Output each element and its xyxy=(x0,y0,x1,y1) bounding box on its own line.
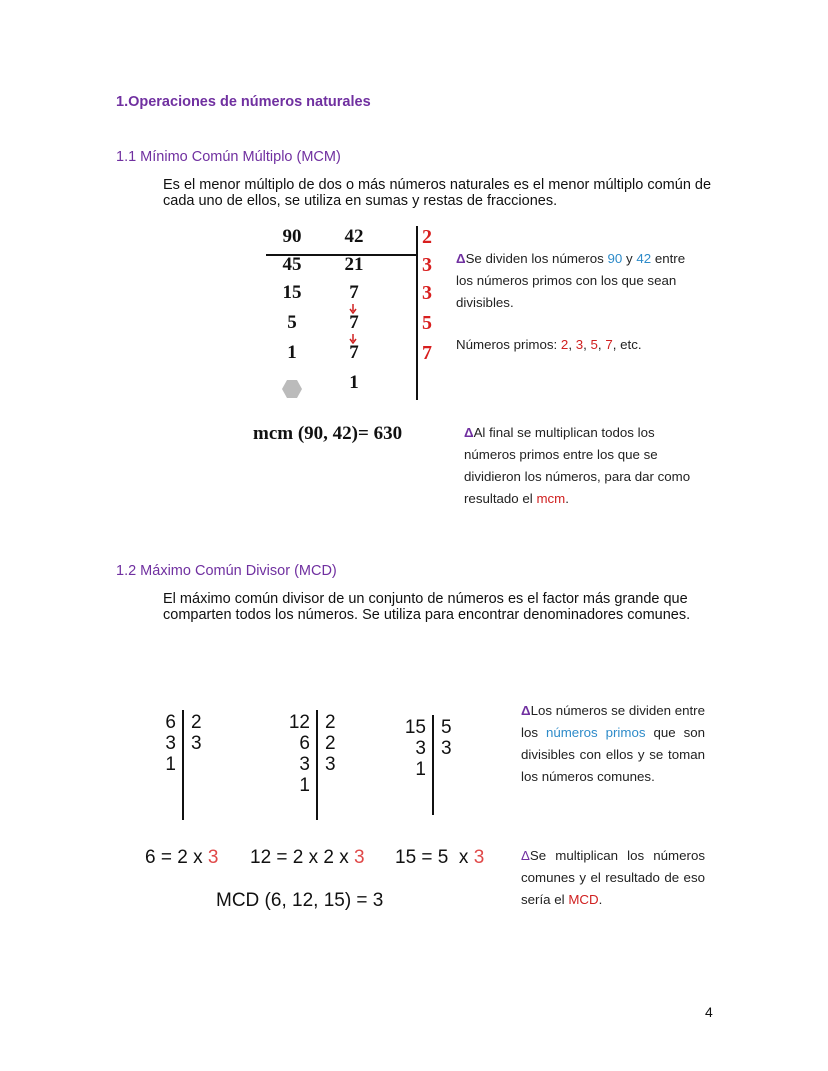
divider-line xyxy=(316,710,318,820)
mcm-paragraph: Es el menor múltiplo de dos o más números naturales es el menor múltiplo común de cada uno de ellos, se utiliza en sumas y restas de fracciones. xyxy=(163,177,712,209)
number-90: 90 xyxy=(607,251,623,266)
equation xyxy=(395,847,484,868)
triangle-icon: Δ xyxy=(521,848,530,863)
number-42: 42 xyxy=(636,251,652,266)
table-cell: 1 xyxy=(165,754,176,775)
highlight-mcd: MCD xyxy=(568,892,599,907)
mcd-result: MCD (6, 12, 15) = 3 xyxy=(216,890,384,911)
prime: 2 xyxy=(560,337,569,352)
highlight-primes: números primos xyxy=(545,725,646,740)
table-cell: 3 xyxy=(165,733,176,754)
mcm-heading: 1.1 Mínimo Común Múltiplo (MCM) xyxy=(116,149,341,165)
table-cell: 6 xyxy=(165,712,176,733)
mcd-note-1 xyxy=(521,700,705,788)
prime: 3 xyxy=(575,337,584,352)
mcm-note-1 xyxy=(456,248,701,314)
note-text: que son divisibles con ellos y se toman los números comunes. xyxy=(521,725,706,784)
eq-common: 3 xyxy=(354,847,365,868)
table-cell: 2 xyxy=(325,712,336,733)
table-cell: 5 xyxy=(422,312,432,334)
triangle-icon: Δ xyxy=(464,425,474,440)
mcd-paragraph: El máximo común divisor de un conjunto de números es el factor más grande que comparten todos los números. Se utiliza para encontrar denominadores comunes. xyxy=(163,591,691,623)
table-cell: 2 xyxy=(191,712,202,733)
prime: 5 xyxy=(590,337,598,352)
note-text: Se multiplican los números comunes y el resultado de eso sería el xyxy=(521,848,705,907)
table-cell: 45 xyxy=(282,254,302,275)
table-cell: 7 xyxy=(422,342,432,364)
table-cell: 3 xyxy=(441,738,452,759)
table-cell: 12 xyxy=(288,712,310,733)
note-text: . xyxy=(565,491,569,506)
table-cell: 15 xyxy=(404,717,426,738)
table-cell: 21 xyxy=(344,254,364,275)
table-cell: 1 xyxy=(349,372,359,393)
note-text: Se dividen los números xyxy=(465,251,608,266)
mcd-heading: 1.2 Máximo Común Divisor (MCD) xyxy=(116,563,337,579)
table-cell: 5 xyxy=(441,717,452,738)
mcd-note-2 xyxy=(521,845,705,911)
table-cell: 7 xyxy=(349,312,359,333)
equation xyxy=(250,847,365,868)
table-cell: 7 xyxy=(349,342,359,363)
note-text: y xyxy=(622,251,637,266)
table-cell: 3 xyxy=(422,254,432,276)
note-text: . xyxy=(598,892,603,907)
primes-etc: , etc. xyxy=(612,337,642,352)
table-cell: 6 xyxy=(299,733,310,754)
table-cell: 1 xyxy=(415,759,426,780)
prime: 7 xyxy=(605,337,613,352)
table-cell: 1 xyxy=(287,342,297,363)
table-cell: 15 xyxy=(282,282,302,303)
section-title: 1.Operaciones de números naturales xyxy=(116,94,371,110)
triangle-icon: Δ xyxy=(521,703,531,718)
table-cell: 2 xyxy=(325,733,336,754)
table-cell: 42 xyxy=(344,226,364,247)
mcm-result: mcm (90, 42)= 630 xyxy=(253,423,403,444)
primes-label: Números primos: xyxy=(456,337,561,352)
eq-lhs: 6 = 2 x xyxy=(145,847,208,868)
table-cell: 3 xyxy=(191,733,202,754)
mcm-note-2 xyxy=(464,422,709,510)
eq-common: 3 xyxy=(207,847,219,868)
note-text: entre los números primos con los que sean divisibles. xyxy=(456,251,686,310)
eq-lhs: 15 = 5 x xyxy=(395,847,474,868)
table-cell: 3 xyxy=(299,754,310,775)
arrow-down-icon xyxy=(349,334,357,344)
table-cell: 90 xyxy=(282,226,302,247)
divider-line xyxy=(432,715,434,815)
note-text: Al final se multiplican todos los números primos entre los que se dividieron los números, para dar como resultado el xyxy=(464,425,691,506)
table-cell: 3 xyxy=(325,754,336,775)
table-cell: 5 xyxy=(287,312,297,333)
divider-line xyxy=(182,710,184,820)
triangle-icon: Δ xyxy=(456,251,466,266)
arrow-down-icon xyxy=(349,304,357,314)
eq-common: 3 xyxy=(473,847,485,868)
primes-list: Números primos: 2, 3, 5, 7, etc. xyxy=(456,337,642,352)
highlight-mcm: mcm xyxy=(536,491,566,506)
hexagon-icon xyxy=(282,380,302,398)
table-cell: 7 xyxy=(349,282,359,303)
eq-lhs: 12 = 2 x 2 x xyxy=(250,847,355,868)
table-cell: 3 xyxy=(422,282,432,304)
mcm-division-table xyxy=(248,224,440,414)
table-cell: 3 xyxy=(415,738,426,759)
table-cell: 2 xyxy=(422,226,432,248)
equation xyxy=(145,847,218,868)
table-cell: 1 xyxy=(299,775,310,796)
page-number: 4 xyxy=(705,1004,713,1020)
note-text: Los números se dividen entre los xyxy=(521,703,705,740)
